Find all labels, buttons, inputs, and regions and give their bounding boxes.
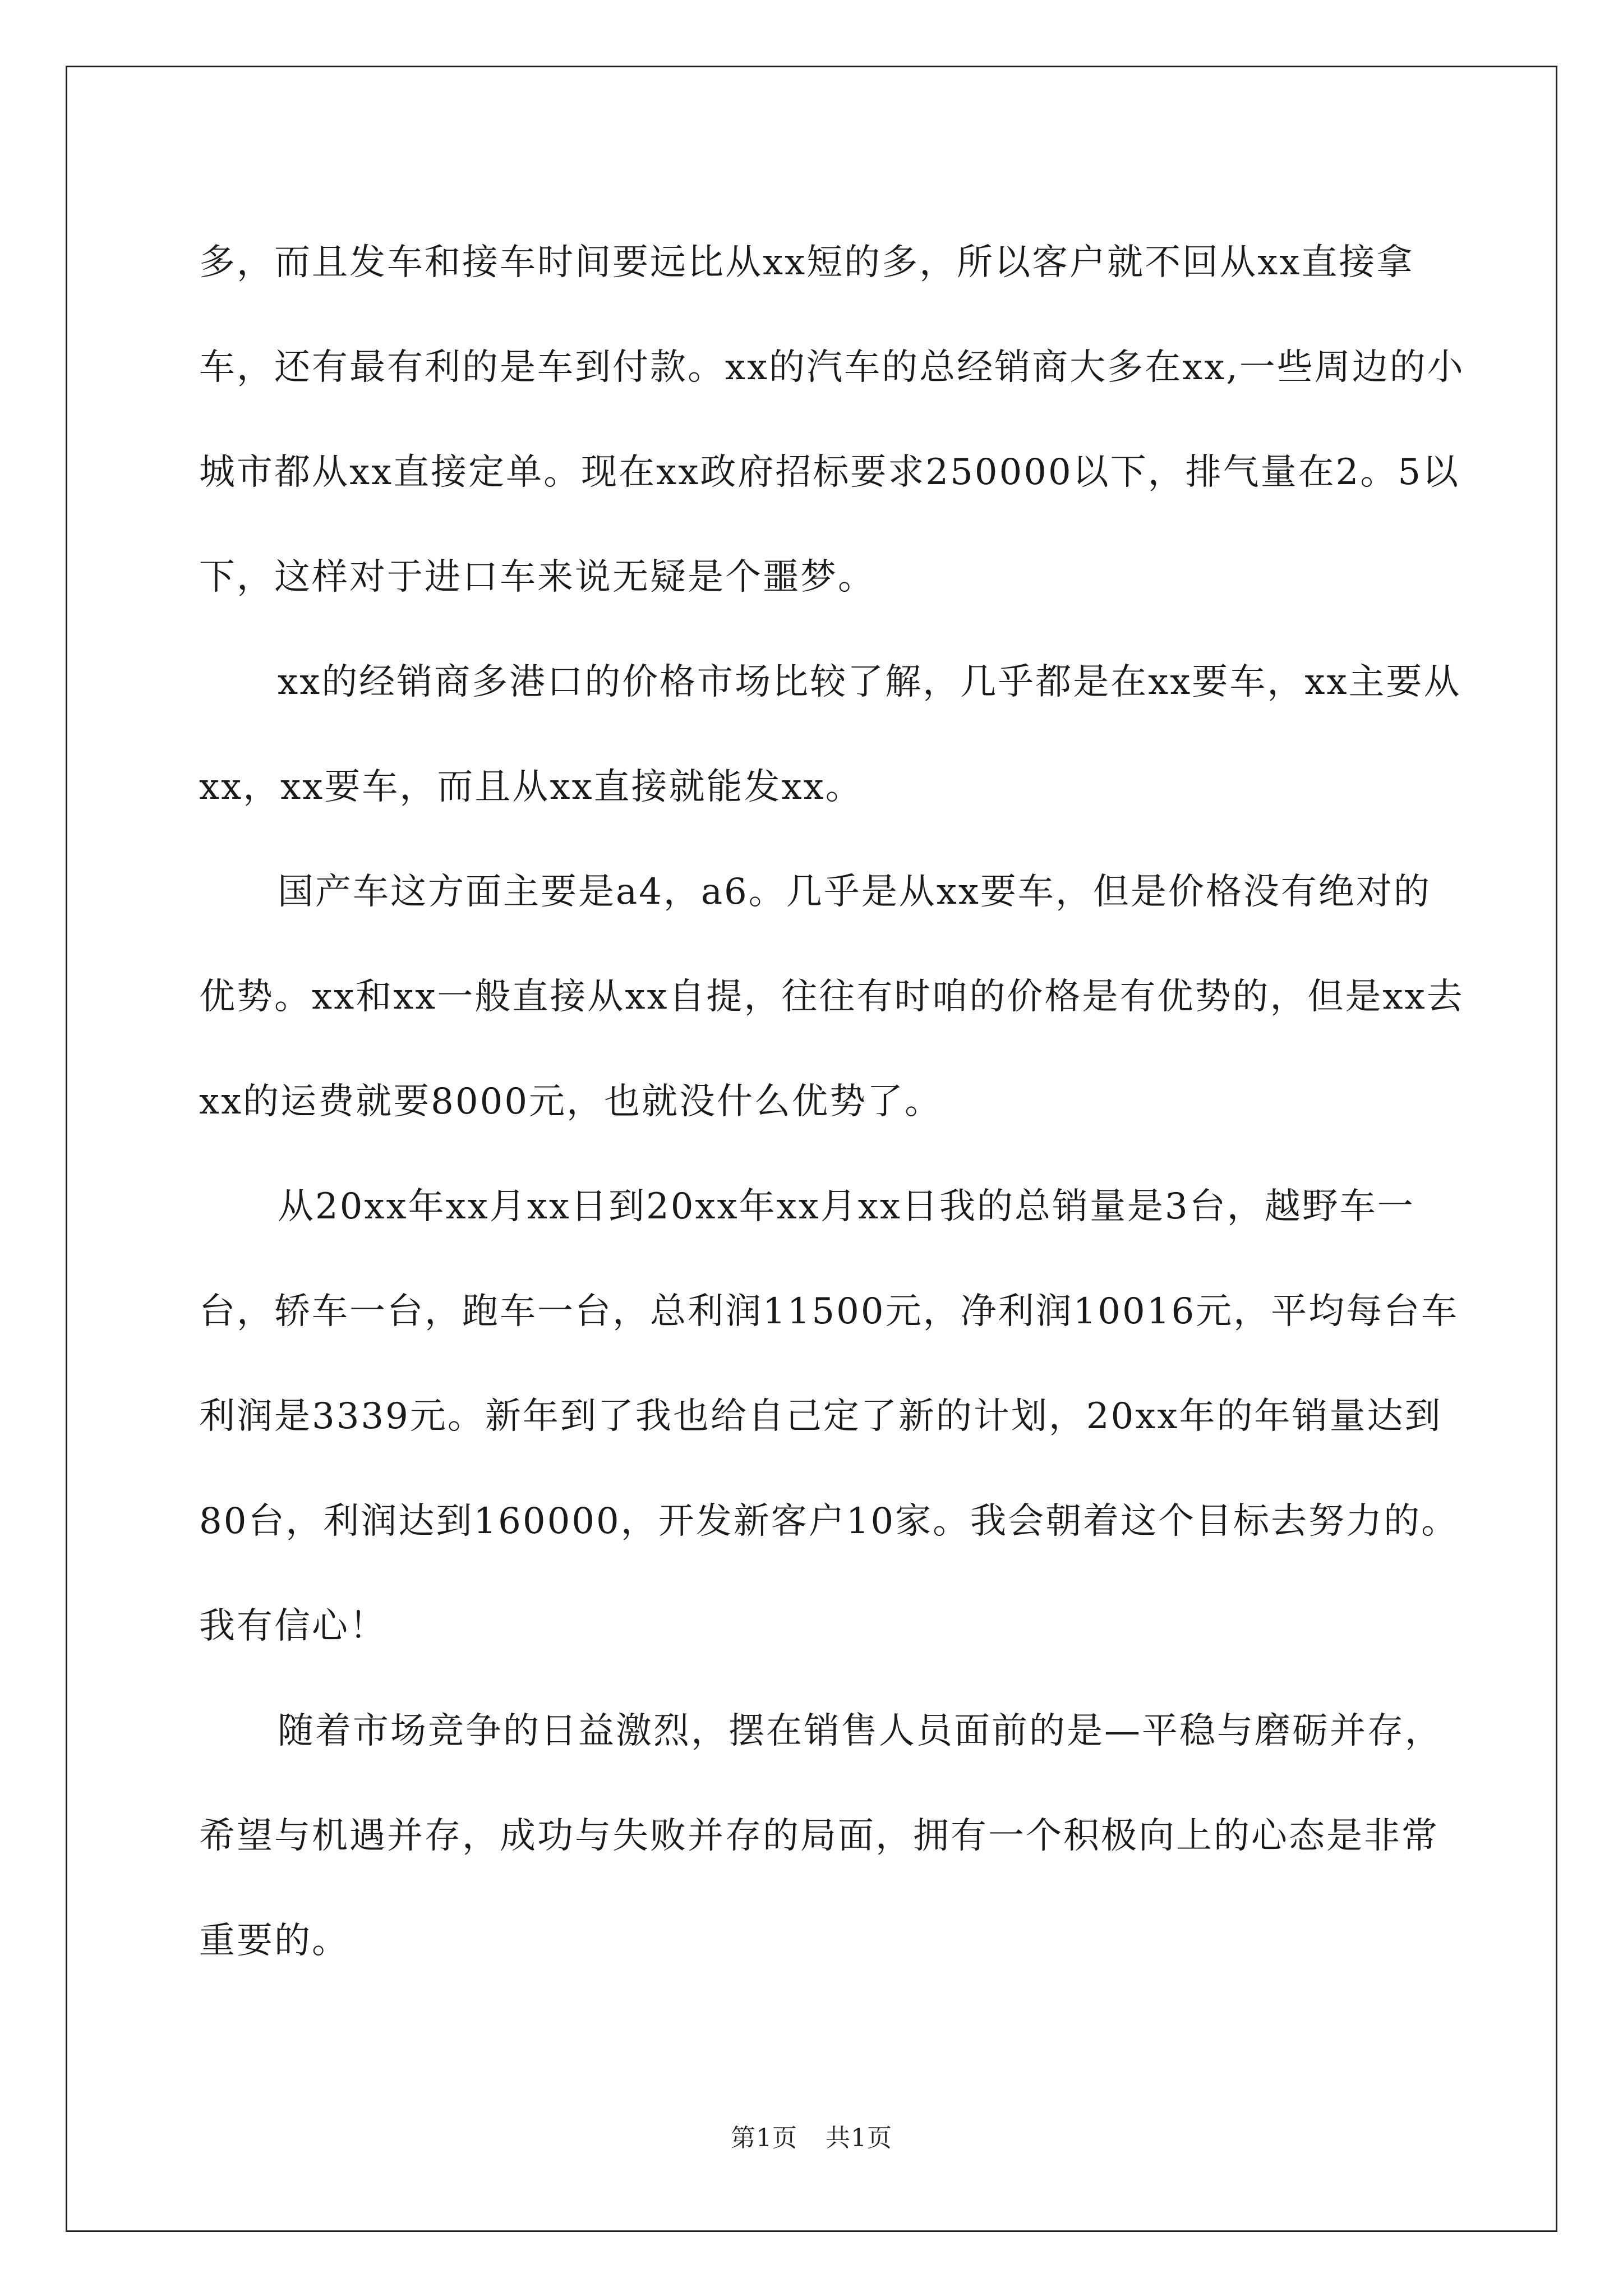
page-number: 第1页 — [731, 2124, 797, 2152]
paragraph-1: 多，而且发车和接车时间要远比从xx短的多，所以客户就不回从xx直接拿车，还有最有利的是车到付款。xx的汽车的总经销商大多在xx,一些周边的小城市都从xx直接定单。现在xx政府招标要求250000以下，排气量在2。5以下，这样对于进口车来说无疑是个噩梦。 — [199, 242, 1465, 598]
paragraph-4: 从20xx年xx月xx日到20xx年xx月xx日我的总销量是3台，越野车一台，轿车一台，跑车一台，总利润11500元，净利润10016元，平均每台车利润是3339元。新年到了我也给自己定了新的计划，20xx年的年销量达到80台，利润达到160000，开发新客户10家。我会朝着这个目标去努力的。我有信心！ — [199, 1186, 1459, 1647]
page-footer — [0, 2118, 1623, 2154]
page-total: 共1页 — [826, 2124, 892, 2152]
document-body — [199, 210, 1467, 1994]
paragraph-5: 随着市场竞争的日益激烈，摆在销售人员面前的是—平稳与磨砺并存，希望与机遇并存，成功与失败并存的局面，拥有一个积极向上的心态是非常重要的。 — [199, 1710, 1442, 1962]
paragraph-2: xx的经销商多港口的价格市场比较了解，几乎都是在xx要车，xx主要从xx，xx要车，而且从xx直接就能发xx。 — [199, 661, 1461, 808]
paragraph-3: 国产车这方面主要是a4，a6。几乎是从xx要车，但是价格没有绝对的优势。xx和xx一般直接从xx自提，往往有时咱的价格是有优势的，但是xx去xx的运费就要8000元，也就没什么优势了。 — [199, 871, 1464, 1122]
